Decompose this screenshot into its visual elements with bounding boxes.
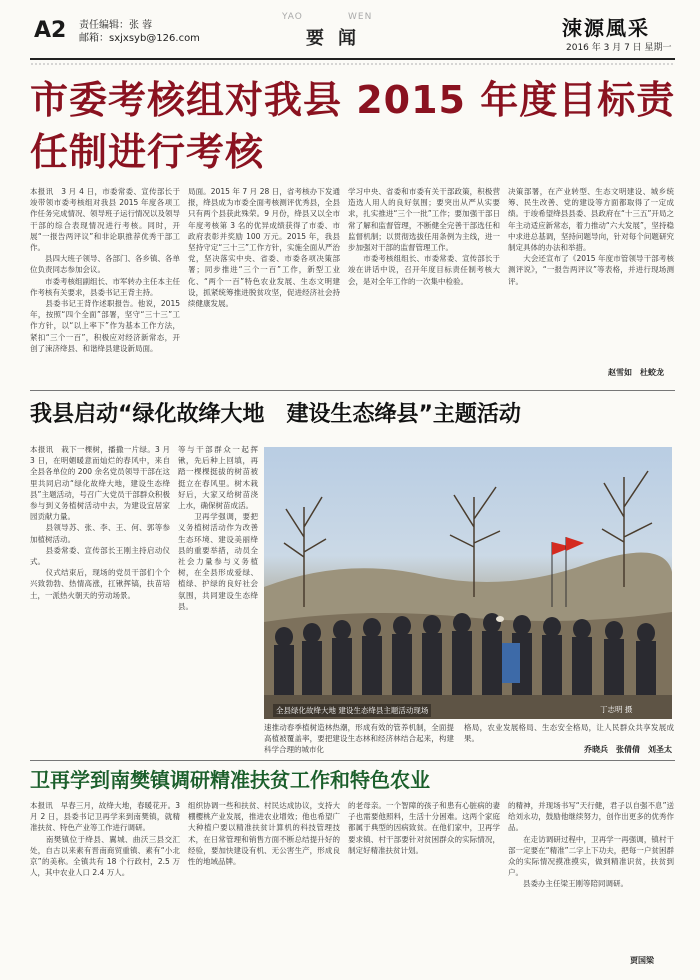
photo-caption: 全县绿化故绛大地 建设生态绛县主题活动现场 [273, 704, 431, 717]
news-photo [264, 447, 672, 719]
photo-credit: 丁志明 摄 [600, 705, 633, 714]
header-rule [30, 58, 675, 60]
section-title: 要闻 [306, 28, 370, 49]
article2-column-2: 等与干部群众一起挥锹，先后种上回填，再踏一棵棵挺拔的树苗被挺立在春风里。树木栽好后，大家又给树苗浇上水，确保树苗成活。 卫再学强调，要把义务植树活动作为改善生态环境、建设美丽绛县的重要举措，动员全社会力量参与义务植树，在全县形成爱绿、植绿、护绿的良好社会氛围，共同建设生态绛县。 [178, 445, 258, 611]
page-number: A2 [34, 18, 67, 43]
header-dot-band [30, 62, 675, 66]
divider-1 [30, 390, 675, 391]
editor-info [79, 19, 200, 45]
article3-column-2: 组织协调一些和扶贫、村民达成协议，支持大棚樱桃产业发展，推进农业增效；他也希望广大种植户要以精准扶贫计算机的科技管理技术，在日常管理和销售方面不断总结提升好的经验，要加快建设有机、无公害生产，形成良性的地域品牌。 [188, 801, 340, 867]
article3-column-1: 本报讯 早春三月，故绛大地，春暖花开。3 月 2 日，县委书记卫再学来到南樊镇，就精准扶贫、特色产业等工作进行调研。 南樊镇位于绛县、翼城、曲沃三县交汇处，自古以来素有晋南商贸重镇、素有“小北京”的美称。全镇共有 18 个行政村，2.5 万人，其中农业人口 2.4 万人。 [30, 801, 180, 878]
article2-byline: 乔晓兵 张倩倩 刘圣太 [584, 745, 672, 754]
article2-column-1: 本报讯 栽下一棵树，播撒一片绿。3 月 3 日，在明媚暖意而灿烂的春风中，来自全县各单位的 200 余名党员领导干部在这里共同启动“绿化故绛大地，建设生态绛县”主题活动，号召广大党员干部群众积极参与到义务植树活动中去，为建设宜居家园贡献力量。 县领导苏、张、李、王、何、郭等参加植树活动。 县委常委、宣传部长王刚主持启动仪式。 仪式结束后，现场的党员干部们个个兴致勃勃、热情高涨，扛锹挥镐，扶苗培土，一派热火朝天的劳动场景。 [30, 445, 170, 600]
photo-scene [264, 447, 672, 719]
divider-2 [30, 760, 675, 761]
editor-name: 责任编辑：张 蓉 [79, 20, 153, 31]
article3-byline: 贾国梁 [630, 956, 654, 965]
issue-date: 2016 年 3 月 7 日 星期一 [566, 43, 672, 53]
article2-column-3: 速推动春季植树造林热潮，形成有效的管养机制，全面提高植被覆盖率，要把建设生态林和经济林结合起来，构建科学合理的城市化 [264, 723, 454, 755]
article3-column-4: 的精神，并现场书写“天行健，君子以自强不息”送给刘永功，鼓励他继续努力，创作出更多的优秀作品。 在走访调研过程中，卫再学一再强调，镇村干部一定要在“精准”二字上下功夫，把每一户贫困群众的实际情况摸准摸实，做到精准识贫，扶贫到户。 县委办主任梁王刚等陪同调研。 [508, 801, 674, 889]
article1-byline: 赵雪如 杜蛟龙 [608, 368, 664, 377]
section-pinyin-left: YAO [282, 12, 303, 22]
article1-column-3: 学习中央、省委和市委有关干部政策，积极营造选人用人的良好氛围；要突出从严从实要求，扎实推进“三个一批”工作；要加强干部日常了解和监督管理，不断健全完善干部选任和监督机制；以贯彻选拔任用条例为主线，进一步加强对干部的监督管理工作。 市委考核组组长、市委常委、宣传部长于竣在讲话中说，召开年度目标责任制考核大会，是对全年工作的一次集中检验。 [348, 187, 500, 286]
article2-headline: 我县启动“绿化故绛大地 建设生态绛县”主题活动 [30, 402, 521, 427]
article1-headline: 市委考核组对我县 2015 年度目标责任制进行考核 [30, 78, 676, 174]
section-pinyin-right: WEN [348, 12, 373, 22]
article2-column-4: 格局，农业发展格局、生态安全格局，让人民群众共享发展成果。 [464, 723, 674, 744]
article1-column-4: 决策部署，在产业转型、生态文明建设、城乡统筹、民生改善、党的建设等方面都取得了一定成绩。于竣希望绛县县委、县政府在“十三五”开局之年主动适应新常态，着力推动“六大发展”，坚持稳中求进总基调，坚持问题导向，针对每个问题研究制定具体的办法和举措。 大会还宣布了《2015 年度市管领导干部考核测评说》，“一报告两评议”等表格，并进行现场测评。 [508, 187, 674, 286]
article3-column-3: 的老母亲。一个智障的孩子和患有心脏病的妻子也需要他照料，生活十分困难。这两个家庭都属于典型的因病致贫。在他们家中，卫再学要求镇、村干部要针对贫困群众的实际情况，制定好精准扶贫计划。 [348, 801, 500, 855]
editor-email: 邮箱：sxjxsyb@126.com [79, 33, 200, 44]
newspaper-name: 涑源風采 [562, 16, 650, 40]
article3-headline: 卫再学到南樊镇调研精准扶贫工作和特色农业 [30, 768, 430, 792]
article1-column-1: 本报讯 3 月 4 日，市委常委、宣传部长于竣带领市委考核组对我县 2015 年度各项工作任务完成情况、领导班子运行情况以及领导干部的综合表现情况进行考核。同时，开展“一报告两评议”和非论职推荐优秀干部工作。 县四大班子领导、各部门、各乡镇、各单位负责同志参加会议。 市委考核组副组长、市军转办主任本主任作考核有关要求，县委书记王背主持。 县委书记王背作述职报告。他说，2015 年，按照“四个全面”部署，坚守“三十三”工作方针，以“以上率下”作为基本工作方法，紧扣“三个一百”，积极应对经济新常态，开创了涑济绛县、和谐绛县建设新局面。 [30, 187, 180, 353]
page-header [0, 0, 700, 60]
article1-column-2: 局面。2015 年 7 月 28 日，省考核办下发通报，绛县成为市委全面考核测评优秀县，全县只有两个县获此殊荣。9 月份，绛县又以全市年度考核第 3 名的优异成绩获得了市委、市政府表彰并奖励 100 万元。2015 年，我县坚持守定“三十三”工作方针，实施全面从严治党，坚决落实中央、省委、市委各项决策部署；同步推进“三个一百”工作，新型工业化、“两个一百”特色农业发展、生态文明建设，抓紧统筹推进脱贫攻坚，促进经济社会持续健康发展。 [188, 187, 340, 309]
